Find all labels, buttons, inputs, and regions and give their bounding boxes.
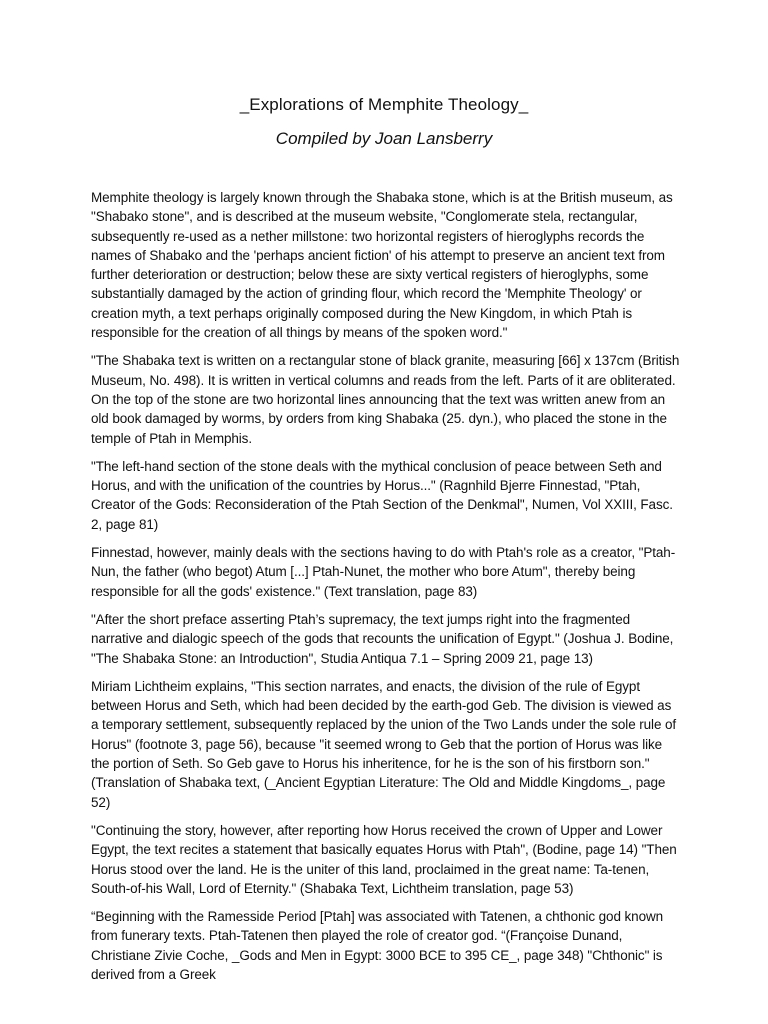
paragraph: Miriam Lichtheim explains, "This section narrates, and enacts, the division of the rule of Egypt between Horus and Seth, which had been decided by the earth-god Geb. The division is viewed as a temporary settlement, subsequently replaced by the union of the Two Lands under the sole rule of Horus" (footnote 3, page 56), because "it seemed wrong to Geb that the portion of Horus was like the portion of Seth. So Geb gave to Horus his inheritence, for he is the son of his firstborn son." (Translation of Shabaka text, (_Ancient Egyptian Literature: The Old and Middle Kingdoms_, page 52) — [91, 678, 677, 810]
paragraph: "The left-hand section of the stone deals with the mythical conclusion of peace between Seth and Horus, and with the unification of the countries by Horus..." (Ragnhild Bjerre Finnestad, "Ptah, Creator of the Gods: Reconsideration of the Ptah Section of the Denkmal", Numen, Vol XXIII, Fasc. 2, page 81) — [91, 458, 673, 532]
paragraph: Memphite theology is largely known through the Shabaka stone, which is at the British museum, as "Shabako stone", and is described at the museum website, "Conglomerate stela, rectangular, subsequently re-used as a nether millstone: two horizontal registers of hieroglyphs records the names of Shabako and the 'perhaps ancient fiction' of his attempt to preserve an ancient text from further deterioration or destruction; below these are sixty vertical registers of hieroglyphs, some substantially damaged by the action of grinding flour, which record the 'Memphite Theology' or creation myth, a text perhaps originally composed during the New Kingdom, in which Ptah is responsible for the creation of all things by means of the spoken word." — [91, 190, 673, 341]
document-title: _Explorations of Memphite Theology_ — [239, 95, 529, 114]
paragraph: “Beginning with the Ramesside Period [Ptah] was associated with Tatenen, a chthonic god known from funerary texts. Ptah-Tatenen then played the role of creator god. “(Françoise Dunand, Christiane Zivie Coche, _Gods and Men in Egypt: 3000 BCE to 395 CE_, page 348) "Chthonic" is derived from a Greek — [91, 909, 664, 982]
paragraph: "The Shabaka text is written on a rectangular stone of black granite, measuring [66] x 137cm (British Museum, No. 498). It is written in vertical columns and reads from the left. Parts of it are obliterated. On the top of the stone are two horizontal lines announcing that the text was written anew from an old book damaged by worms, by orders from king Shabaka (25. dyn.), who placed the stone in the temple of Ptah in Memphis. — [91, 353, 680, 446]
document-subtitle: Compiled by Joan Lansberry — [275, 129, 493, 148]
paragraph: "Continuing the story, however, after reporting how Horus received the crown of Upper and Lower Egypt, the text recites a statement that basically equates Horus with Ptah", (Bodine, page 14) "Then Horus stood over the land. He is the uniter of this land, proclaimed in the great name: Ta-tenen, South-of-his Wall, Lord of Eternity." (Shabaka Text, Lichtheim translation, page 53) — [91, 822, 677, 896]
document-body — [91, 188, 681, 993]
paragraph: "After the short preface asserting Ptah’s supremacy, the text jumps right into the fragmented narrative and dialogic speech of the gods that recounts the unification of Egypt." (Joshua J. Bodine, "The Shabaka Stone: an Introduction", Studia Antiqua 7.1 – Spring 2009 21, page 13) — [91, 611, 674, 666]
paragraph: Finnestad, however, mainly deals with the sections having to do with Ptah's role as a creator, "Ptah-Nun, the father (who begot) Atum [...] Ptah-Nunet, the mother who bore Atum", thereby being responsible for all the gods' existence." (Text translation, page 83) — [91, 545, 676, 599]
